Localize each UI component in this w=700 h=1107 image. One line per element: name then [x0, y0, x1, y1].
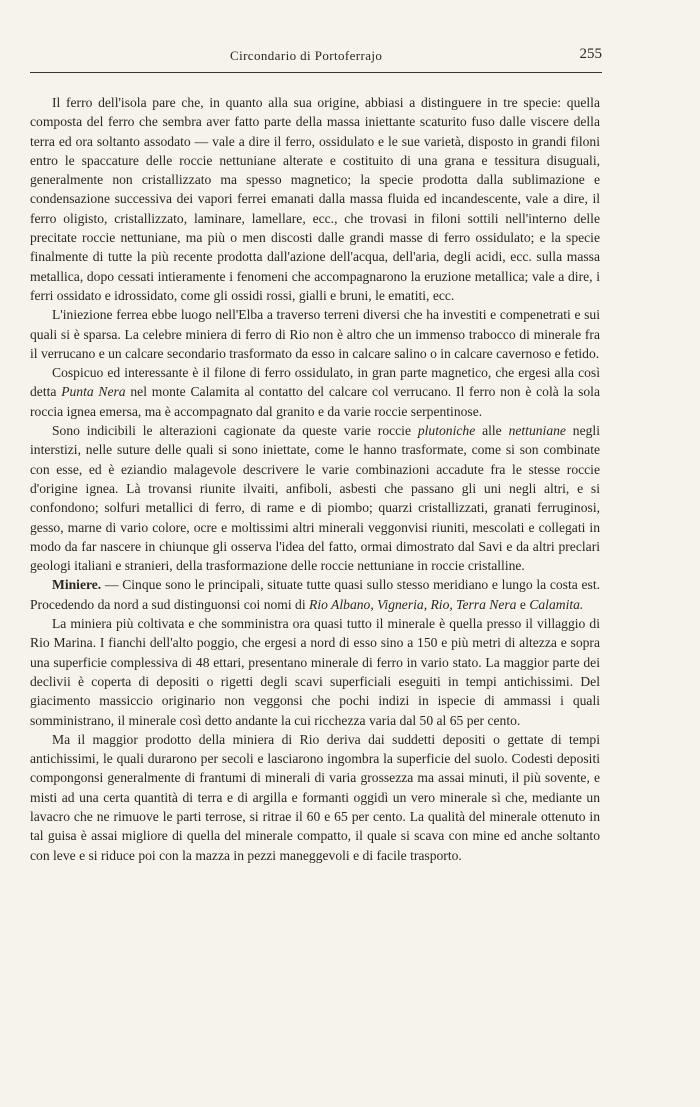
paragraph	[30, 614, 600, 730]
section-run-in-heading: Miniere.	[52, 577, 102, 593]
paragraph	[30, 421, 600, 575]
paragraph	[30, 363, 600, 421]
page-header	[30, 40, 602, 70]
page-number: 255	[579, 46, 602, 62]
paragraph	[30, 730, 600, 865]
place-name-italic: Calamita.	[529, 596, 584, 612]
paragraph-text: L'iniezione ferrea ebbe luogo nell'Elba a traverso terreni diversi che ha investiti e compenetrati e sui quali si è sparsa. La celebre miniera di ferro di Rio non è altro che un immenso trabocco di minerale fra il verrucano e un calcare secondario trasformato da esso in calcare salino o in calcare cavernoso e fetido.	[30, 307, 600, 361]
paragraph-text: e	[516, 596, 530, 612]
paragraph-text: La miniera più coltivata e che somministra ora quasi tutto il minerale è quella presso il villaggio di Rio Marina. I fianchi dell'alto poggio, che ergesi a nord di esso sino a 150 e più metri di altezza e sopra una superficie complessiva di 48 ettari, presentano minerale di ferro in vario stato. La maggior parte dei declivii è coperta di depositi o rigetti degli scavi superficiali eseguiti in tempi antichissimi. Del giacimento massiccio originario non veggonsi che pochi indizi in ispecie di ammassi i quali somministrano, il minerale così detto andante la cui ricchezza varia dal 50 al 65 per cento.	[30, 616, 600, 728]
paragraph-text: nel monte Calamita al contatto del calcare col verrucano. Il ferro non è colà la sola roccia ignea emersa, ma è accompagnato dal granito e da varie roccie serpentinose.	[30, 384, 600, 419]
running-title: Circondario di Portoferrajo	[230, 48, 383, 63]
paragraph-text: alle	[475, 423, 509, 439]
paragraph-text: Il ferro dell'isola pare che, in quanto alla sua origine, abbiasi a distinguere in tre specie: quella composta del ferro che sembra aver fatto parte della massa iniettante scaturito fuso dalle viscere della terra ed ora soltanto assodato — vale a dire il ferro, ossidulato e le sue varietà, disposto in grandi filoni entro le spaccature delle roccie nettuniane alterate e costituito di una grana e tessitura disuguali, generalmente non cristallizzato ma spesso magnetico; la specie prodotta dalla sublimazione e condensazione successiva dei vapori ferrei emanati dalla massa fluida ed incandescente, vale a dire, il ferro oligisto, cristallizzato, laminare, lamellare, ecc., che trovasi in filoni sottili nell'interno delle precitate roccie nettuniane, ma più o men discosti dalle grandi masse di ferro ossidulato; e la specie finalmente di tutte la più recente prodotta dall'azione dell'acqua, dell'aria, degli acidi, ecc. sulla massa metallica, dopo cessati intieramente i fenomeni che accompagnarono la eruzione metallica; vale a dire, i ferri ossidato e idrossidato, come gli ossidi rossi, gialli e bruni, le ematiti, ecc.	[30, 95, 600, 303]
place-name-italic: Punta Nera	[61, 384, 126, 400]
header-rule	[30, 72, 602, 73]
paragraph-text: Sono indicibili le alterazioni cagionate da queste varie roccie	[52, 423, 418, 439]
paragraph	[30, 575, 600, 614]
paragraph-text: Ma il maggior prodotto della miniera di Rio deriva dai suddetti depositi o gettate di tempi antichissimi, le quali durarono per secoli e lasciarono ingombra la superficie del suolo. Codesti depositi compongonsi generalmente di frantumi di minerali di varia grossezza ma assai minuti, il più sovente, e misti ad una certa quantità di terra e di argilla e formanti oggidì un vero minerale sì che, mediante un lavacro che ne rimuove le parti terrose, si ritrae il 60 e 65 per cento. La qualità del minerale ottenuto in tal guisa è assai migliore di quella del minerale compatto, il quale si scava con mine ed anche soltanto con leve e si riduce poi con la mazza in pezzi maneggevoli e di facile trasporto.	[30, 731, 600, 863]
paragraph-text: Cospicuo ed interessante è il filone di ferro ossidulato, in gran parte magnetico, che ergesi alla così detta	[30, 365, 600, 400]
paragraph	[30, 93, 600, 305]
paragraph	[30, 305, 600, 363]
paragraph-text: — Cinque sono le principali, situate tutte quasi sullo stesso meridiano e lungo la costa est. Procedendo da nord a sud distinguonsi coi nomi di	[30, 577, 600, 612]
body-text	[30, 93, 600, 865]
term-italic: plutoniche	[417, 423, 476, 439]
place-name-italic: Rio Albano, Vigneria, Rio, Terra Nera	[309, 596, 517, 612]
term-italic: nettuniane	[508, 423, 566, 439]
paragraph-text: negli interstizi, nelle suture delle quali si sono iniettate, come le hanno trasformate, come si son combinate con esse, ed è eziandio malagevole descrivere le varie combinazioni accadute fra le stesse roccie d'origine ignea. Là trovansi riunite ilvaiti, anfiboli, asbesti che passano gli uni negli altri, e si confondono; solfuri metallici di ferro, di rame e di piombo; quarzi cristallizzati, granati ferruginosi, gesso, marne di vario colore, ocre e moltissimi altri minerali veggonvisi riuniti, mescolati e collegati in modo da far nascere in chiunque gli osserva l'idea del fatto, ormai dimostrato dal Savi e da altri preclari geologi italiani e stranieri, della trasformazione delle roccie nettuniane in roccie cristalline.	[30, 423, 600, 574]
